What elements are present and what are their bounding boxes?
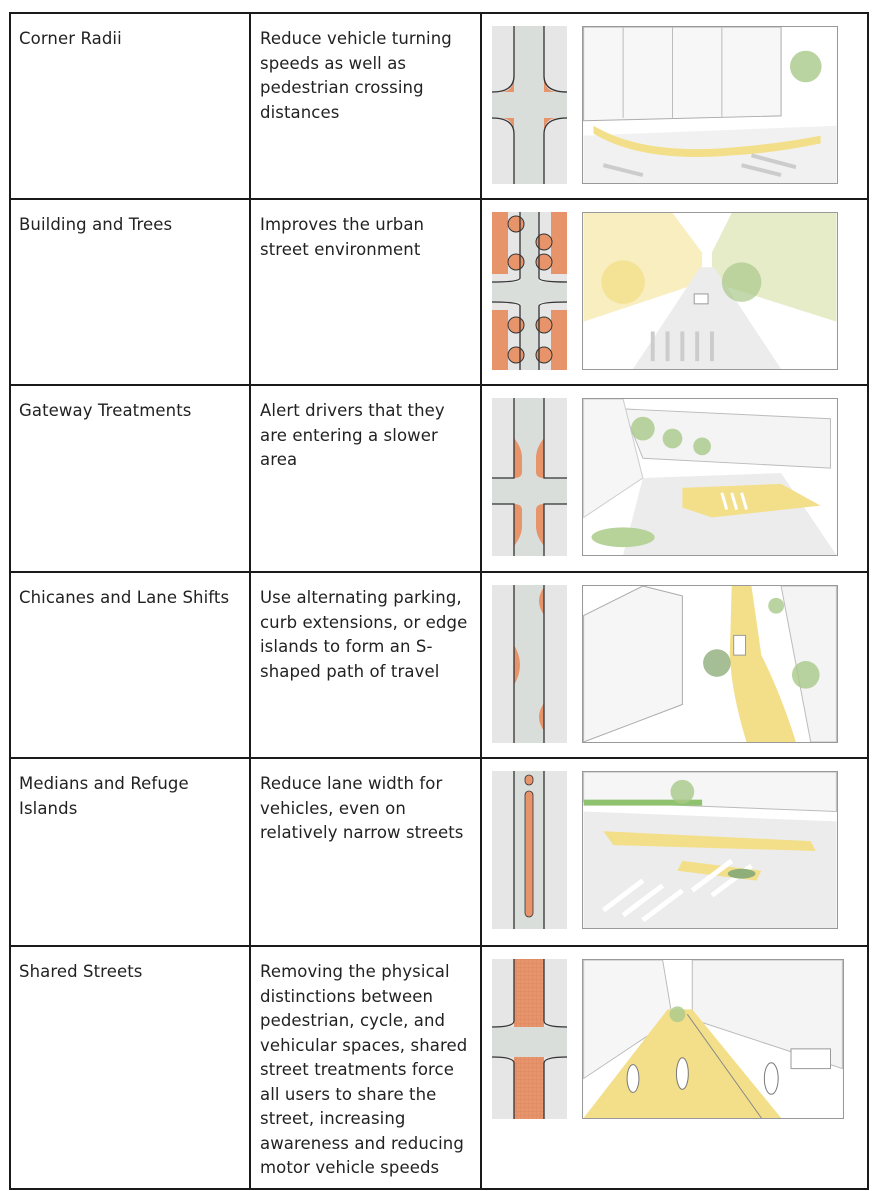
measure-name: Shared Streets <box>19 962 143 981</box>
medians-illustration <box>582 771 838 929</box>
corner-radii-illustration <box>582 26 838 184</box>
traffic-calming-table <box>9 12 869 1190</box>
measure-description: Improves the urban street environment <box>260 215 425 259</box>
measure-description: Use alternating parking, curb extensions, or edge islands to form an S-shaped path of travel <box>260 588 468 681</box>
measure-description-cell <box>250 385 481 572</box>
chicanes-illustration <box>582 585 838 743</box>
measure-name-cell <box>10 385 250 572</box>
measure-name-cell <box>10 946 250 1189</box>
measure-name-cell <box>10 199 250 385</box>
corner-radii-diagram <box>492 26 567 184</box>
measure-description: Alert drivers that they are entering a slower area <box>260 401 445 469</box>
illustration-cell <box>481 385 868 572</box>
shared-streets-diagram <box>492 959 567 1119</box>
measure-name-cell <box>10 572 250 758</box>
measure-description-cell <box>250 572 481 758</box>
measure-description-cell <box>250 758 481 946</box>
measure-description: Reduce lane width for vehicles, even on relatively narrow streets <box>260 774 464 842</box>
table-row <box>10 13 868 199</box>
chicanes-diagram <box>492 585 567 743</box>
gateway-treatments-diagram <box>492 398 567 556</box>
medians-diagram <box>492 771 567 929</box>
building-trees-diagram <box>492 212 567 370</box>
illustration-cell <box>481 758 868 946</box>
measure-name: Building and Trees <box>19 215 173 234</box>
measure-description: Reduce vehicle turning speeds as well as pedestrian crossing distances <box>260 29 452 122</box>
measure-name-cell <box>10 13 250 199</box>
measure-name: Chicanes and Lane Shifts <box>19 588 230 607</box>
table-row <box>10 758 868 946</box>
table-row <box>10 199 868 385</box>
illustration-cell <box>481 13 868 199</box>
measure-name: Medians and Refuge Islands <box>19 774 189 818</box>
table-row <box>10 572 868 758</box>
gateway-treatments-illustration <box>582 398 838 556</box>
measure-description-cell <box>250 13 481 199</box>
illustration-cell <box>481 946 868 1189</box>
measure-name: Corner Radii <box>19 29 122 48</box>
illustration-cell <box>481 199 868 385</box>
measure-description: Removing the physical distinctions between pedestrian, cycle, and vehicular spaces, shared street treatments force all users to share the street, increasing awareness and reducing motor vehicle speeds <box>260 962 468 1177</box>
illustration-cell <box>481 572 868 758</box>
measure-name: Gateway Treatments <box>19 401 192 420</box>
building-trees-illustration <box>582 212 838 370</box>
table-row <box>10 385 868 572</box>
measure-description-cell <box>250 199 481 385</box>
measure-description-cell <box>250 946 481 1189</box>
table-row <box>10 946 868 1189</box>
shared-streets-illustration <box>582 959 844 1119</box>
measure-name-cell <box>10 758 250 946</box>
